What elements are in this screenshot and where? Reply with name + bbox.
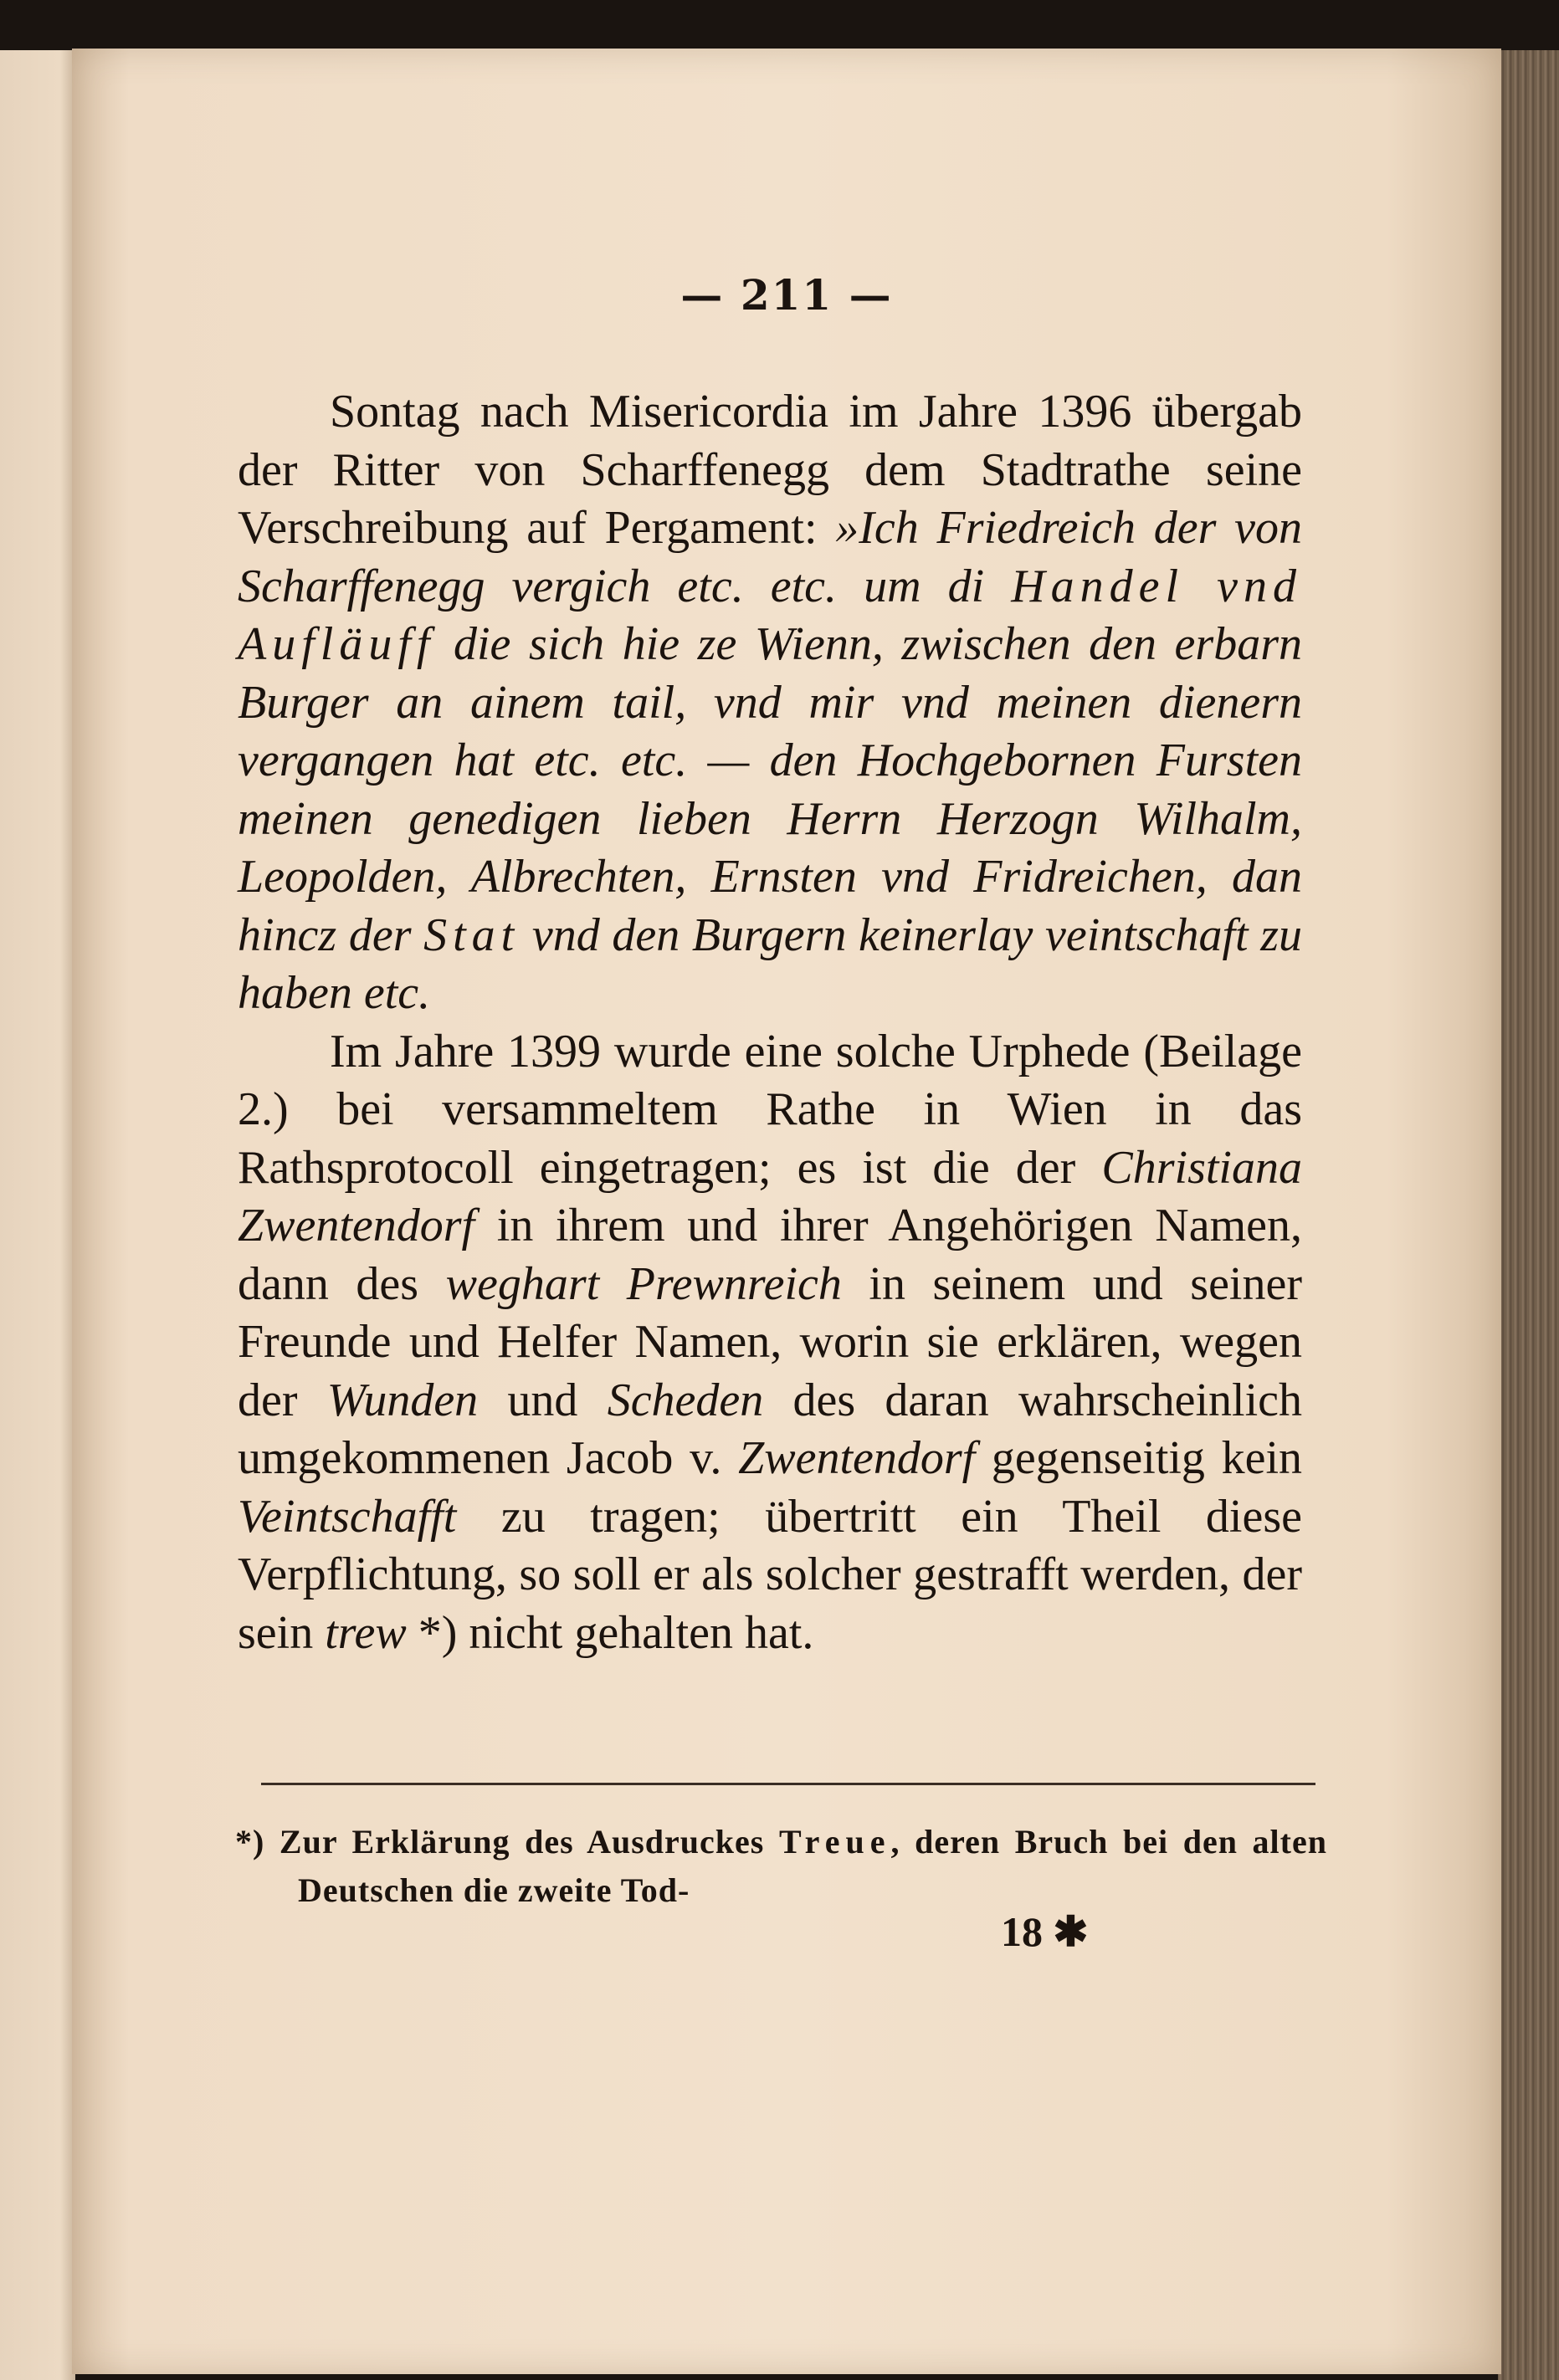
footnote-seg-3: , deren Bruch bei den alten Deutschen die zweite Tod- xyxy=(298,1823,1327,1909)
footnote-rule xyxy=(261,1783,1315,1785)
paragraph-2-seg-11: gegenseitig kein xyxy=(975,1432,1303,1484)
paragraph-2-seg-13: zu tragen; übertritt ein Theil diese Verpflichtung, so soll er als solcher gestrafft werden, der sein xyxy=(238,1490,1302,1659)
paragraph-2-seg-9: des daran wahrscheinlich umgekommenen Jacob v. xyxy=(238,1374,1302,1484)
paragraph-2 xyxy=(238,1023,1302,1663)
body-text xyxy=(238,383,1302,1662)
page-number: — 211 — xyxy=(680,270,893,320)
paragraph-1 xyxy=(238,383,1302,1023)
footnote-spaced-word: Treue xyxy=(778,1823,891,1860)
paragraph-1-quote-end: vnd den Burgern keinerlay veintschaft zu haben etc. xyxy=(238,908,1302,1019)
paragraph-2-seg-4: weghart Prewnreich xyxy=(445,1257,842,1310)
paragraph-2-seg-3: in ihrem und ihrer Angehörigen Namen, dann des xyxy=(238,1200,1302,1310)
paragraph-2-seg-15: *) nicht gehalten hat. xyxy=(406,1606,814,1659)
paragraph-2-seg-8: Scheden xyxy=(607,1374,764,1426)
paragraph-2-seg-2: Christiana Zwentendorf xyxy=(238,1141,1302,1251)
paragraph-2-seg-5: in seinem und seiner Freunde und Helfer Namen, worin sie erklären, wegen der xyxy=(238,1257,1302,1426)
paragraph-2-seg-14: trew xyxy=(325,1606,407,1659)
paragraph-1-quote-start: »Ich Friedreich der von Scharffenegg vergich etc. etc. um di xyxy=(238,502,1302,612)
paragraph-1-text: Sontag nach Misericordia im Jahre 1396 übergab der Ritter von Scharffenegg dem Stadtrathe seine Verschreibung auf Pergament: xyxy=(238,386,1302,554)
signature-mark: 18 ✱ xyxy=(1001,1908,1089,1955)
footnote-text xyxy=(235,1818,1327,1915)
book-page xyxy=(72,49,1501,2374)
paragraph-2-seg-1: Im Jahre 1399 wurde eine solche Urphede (Beilage 2.) bei versammeltem Rathe in Wien in das Rathsprotocoll eingetragen; es ist die der xyxy=(238,1025,1302,1194)
paragraph-2-seg-7: und xyxy=(478,1374,608,1426)
paragraph-2-seg-10: Zwentendorf xyxy=(738,1432,976,1484)
footnote-seg-1: *) Zur Erklärung des Ausdruckes xyxy=(235,1823,779,1860)
paragraph-2-seg-6: Wunden xyxy=(326,1374,479,1426)
paragraph-1-spaced-word: Stat xyxy=(423,908,521,961)
page-stack-edge xyxy=(1498,50,1559,2380)
previous-page-edge xyxy=(0,50,75,2380)
paragraph-1-spaced-phrase: Handel vnd Aufläuff xyxy=(238,560,1302,670)
paragraph-1-quote-middle: die sich hie ze Wienn, zwischen den erbarn Burger an ainem tail, vnd mir vnd meinen dienern vergangen hat etc. etc. — den Hochgebornen Fursten meinen genedigen lieben Herrn Herzogn Wilhalm, Leopolden, Albrechten, Ernsten vnd Fridreichen, dan hincz der xyxy=(238,618,1302,961)
footnote xyxy=(235,1818,1327,1915)
paragraph-2-seg-12: Veintschafft xyxy=(238,1490,457,1543)
